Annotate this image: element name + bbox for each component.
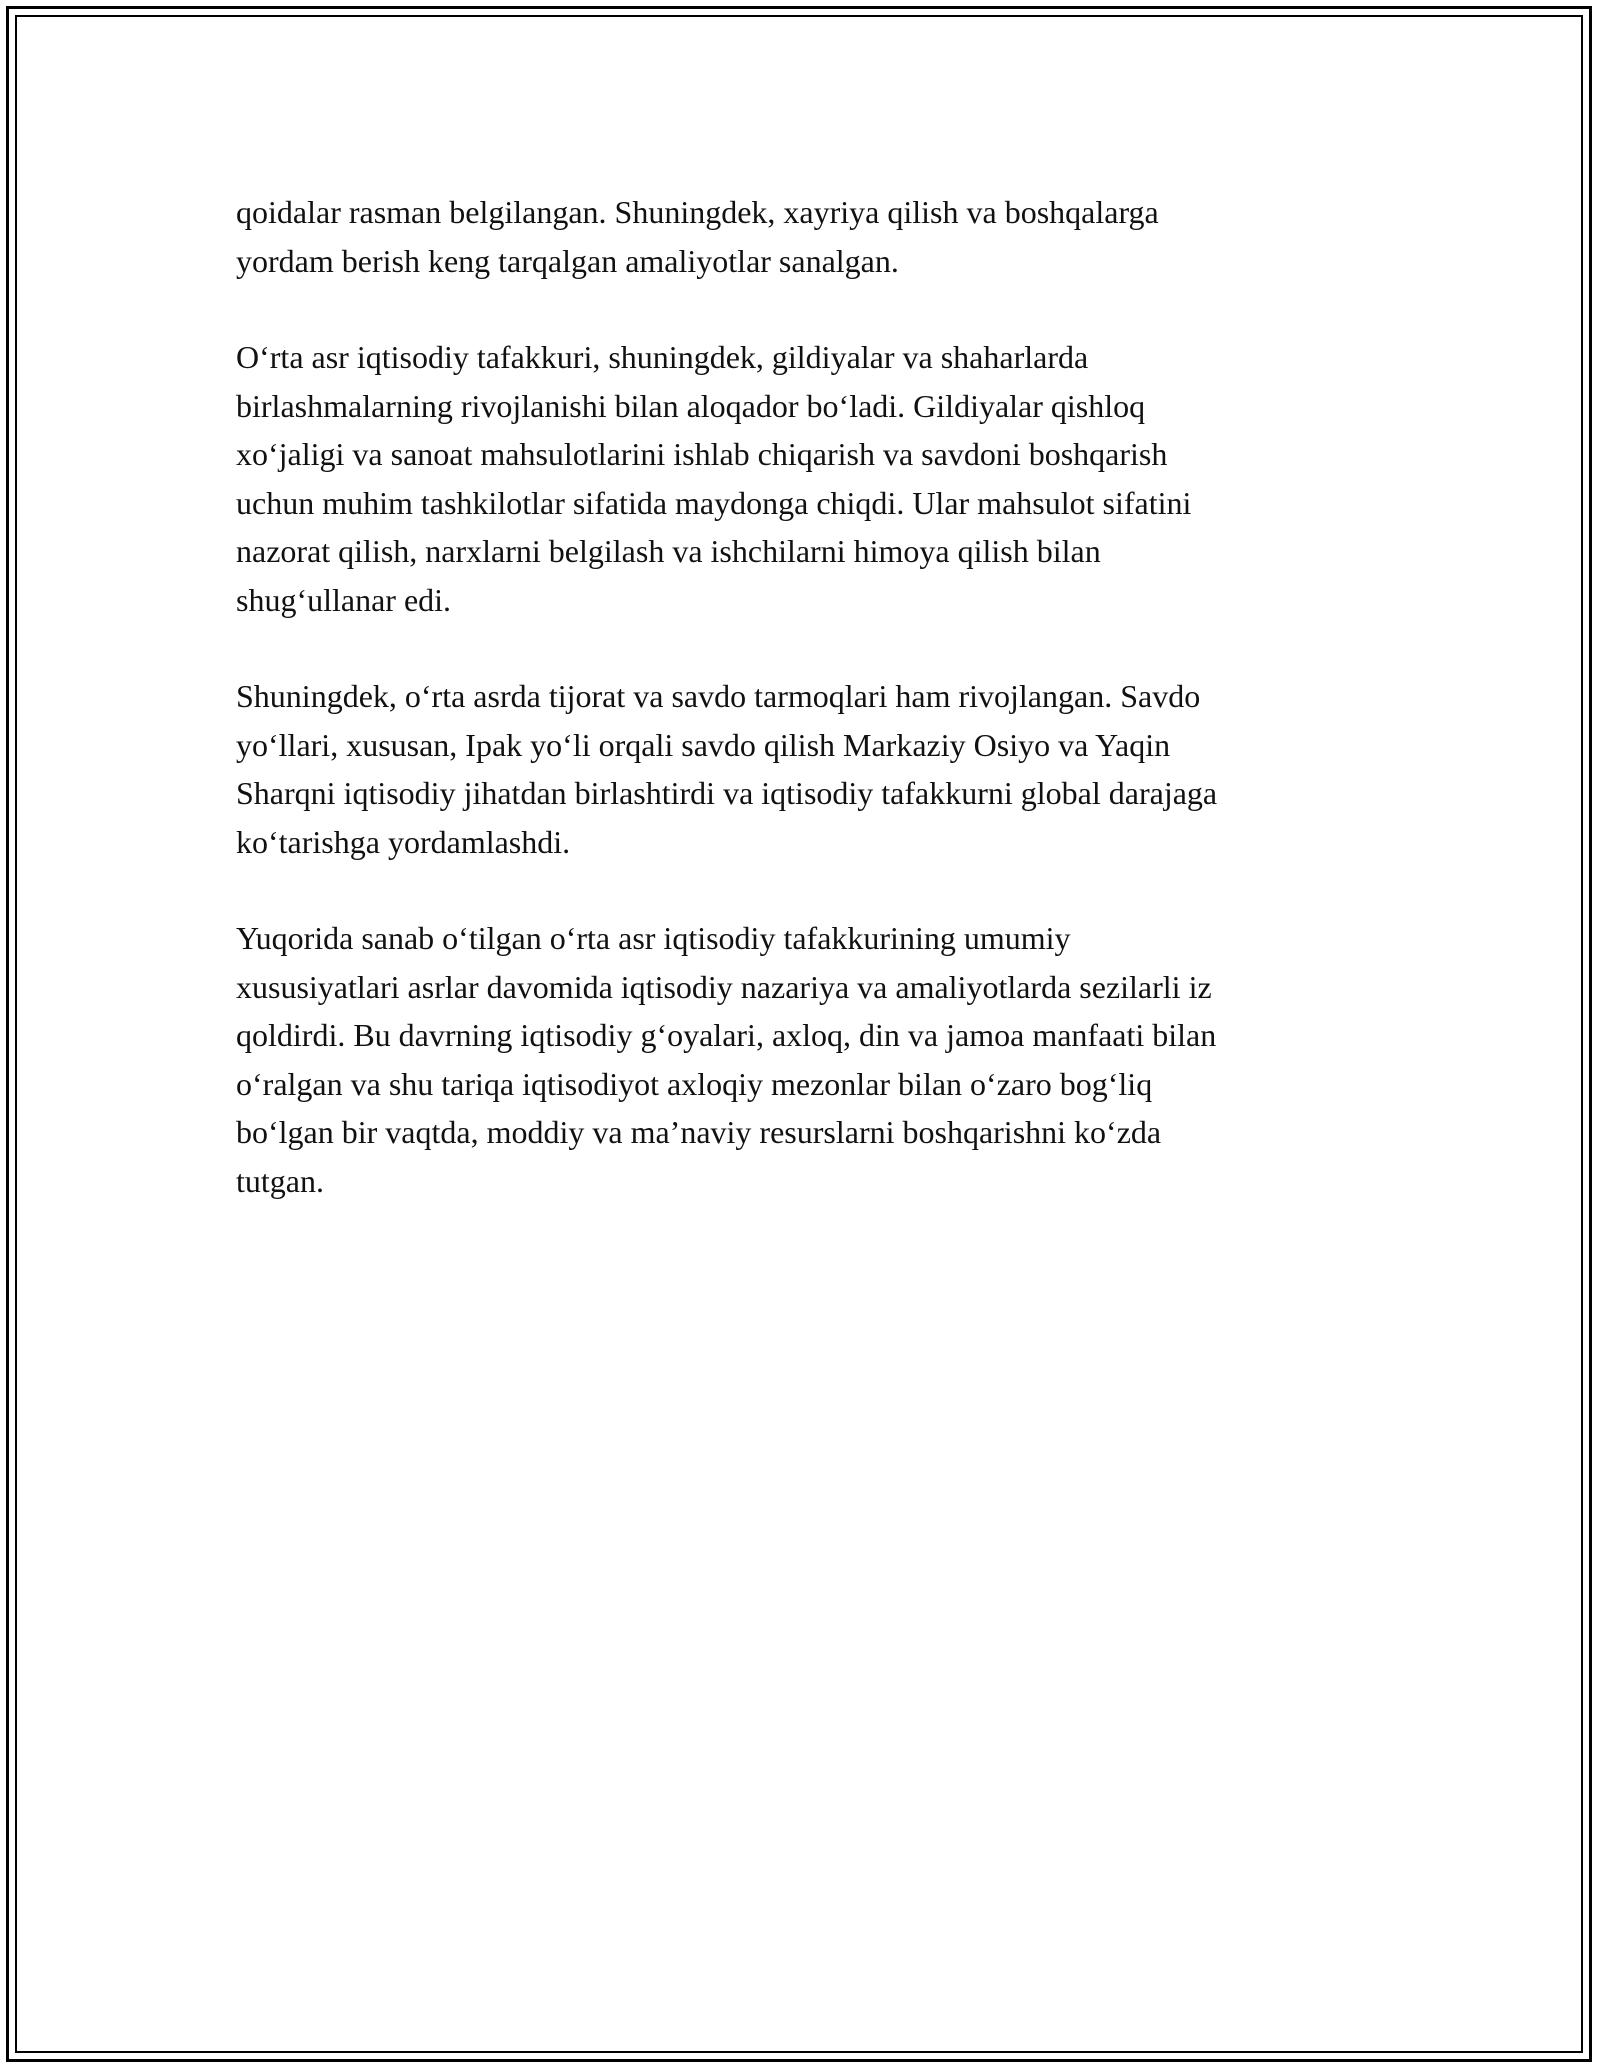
- text-line: xo‘jaligi va sanoat mahsulotlarini ishlab chiqarish va savdoni boshqarish: [236, 436, 1168, 472]
- text-line: xususiyatlari asrlar davomida iqtisodiy nazariya va amaliyotlarda sezilarli iz: [236, 968, 1212, 1005]
- text-line: birlashmalarning rivojlanishi bilan aloqador bo‘ladi. Gildiyalar qishloq: [236, 387, 1146, 424]
- text-line: uchun muhim tashkilotlar sifatida maydonga chiqdi. Ular mahsulot sifatini: [236, 484, 1192, 521]
- text-line: Shuningdek, o‘rta asrda tijorat va savdo tarmoqlari ham rivojlangan. Savdo: [236, 678, 1201, 714]
- text-line: Yuqorida sanab o‘tilgan o‘rta asr iqtisodiy tafakkurining umumiy: [236, 920, 1071, 956]
- text-line: bo‘lgan bir vaqtda, moddiy va ma’naviy resurslarni boshqarishni ko‘zda: [236, 1114, 1162, 1150]
- text-line: Sharqni iqtisodiy jihatdan birlashtirdi va iqtisodiy tafakkurni global darajaga: [236, 775, 1218, 811]
- paragraph-3: [236, 672, 1376, 866]
- text-line: yordam berish keng tarqalgan amaliyotlar sanalgan.: [236, 242, 899, 279]
- text-line: yo‘llari, xususan, Ipak yo‘li orqali savdo qilish Markaziy Osiyo va Yaqin: [236, 726, 1171, 763]
- document-body: [236, 188, 1376, 1253]
- text-line: qoidalar rasman belgilangan. Shuningdek, xayriya qilish va boshqalarga: [236, 194, 1159, 230]
- text-line: o‘ralgan va shu tariqa iqtisodiyot axloqiy mezonlar bilan o‘zaro bog‘liq: [236, 1065, 1153, 1102]
- text-line: nazorat qilish, narxlarni belgilash va ishchilarni himoya qilish bilan: [236, 533, 1101, 569]
- text-line: O‘rta asr iqtisodiy tafakkuri, shuningdek, gildiyalar va shaharlarda: [236, 339, 1089, 375]
- paragraph-4: [236, 914, 1376, 1205]
- text-line: tutgan.: [236, 1162, 324, 1199]
- text-line: shug‘ullanar edi.: [236, 581, 452, 618]
- text-line: ko‘tarishga yordamlashdi.: [236, 823, 571, 860]
- text-line: qoldirdi. Bu davrning iqtisodiy g‘oyalari, axloq, din va jamoa manfaati bilan: [236, 1017, 1217, 1053]
- paragraph-1: [236, 188, 1376, 285]
- paragraph-2: [236, 333, 1376, 624]
